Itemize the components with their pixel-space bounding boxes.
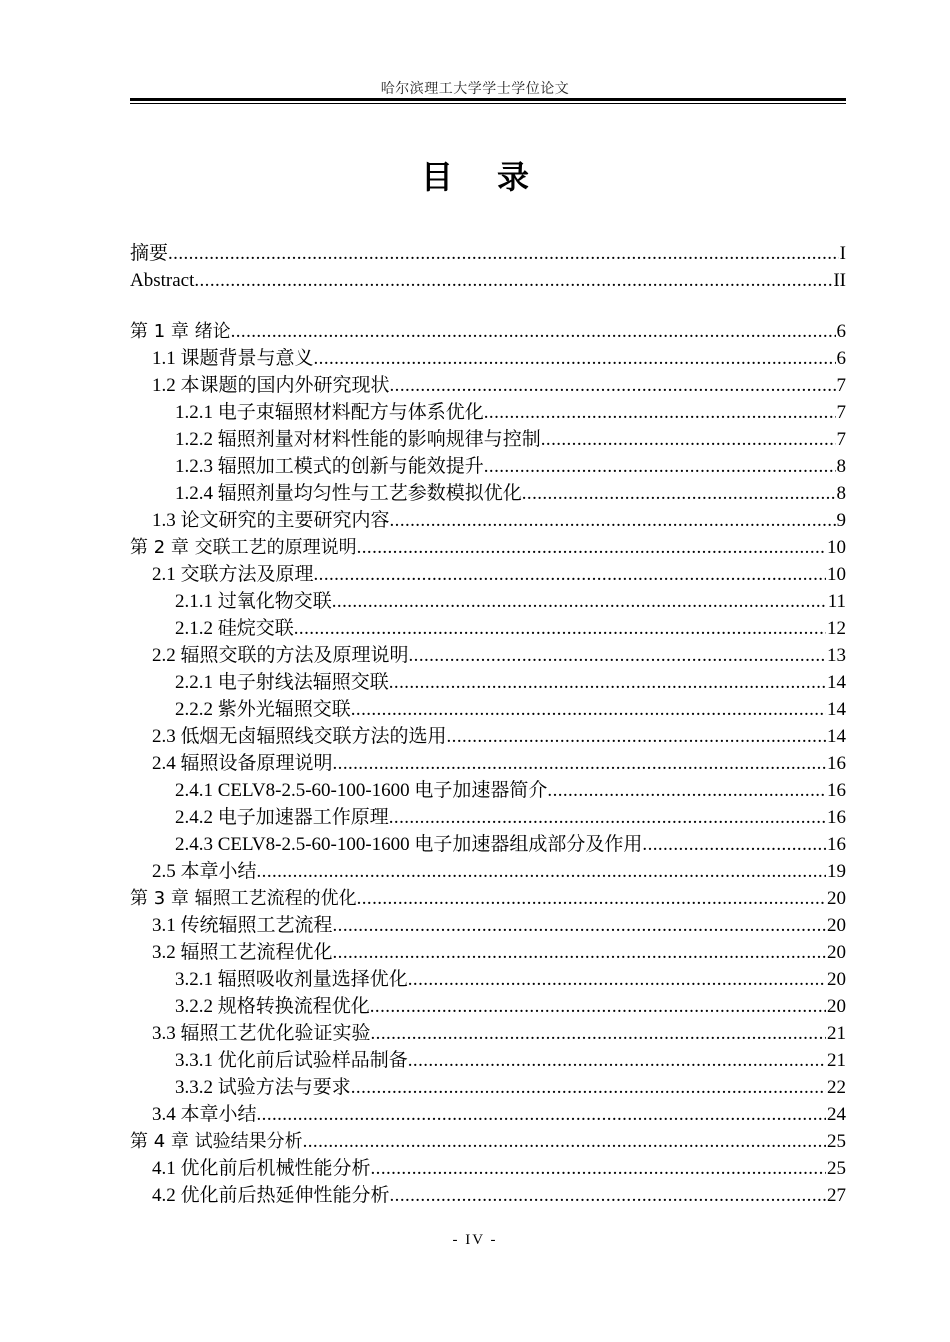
toc-subsection-entry <box>130 777 846 804</box>
toc-dot-leader <box>389 804 826 831</box>
toc-entry-page: 12 <box>827 618 846 639</box>
toc-dot-leader <box>168 240 839 267</box>
toc-dot-leader <box>541 426 836 453</box>
toc-entry-page: 16 <box>827 780 846 801</box>
toc-entry-page: 8 <box>836 456 846 477</box>
header-rule-thick <box>130 98 846 101</box>
toc-entry-page: 14 <box>827 699 846 720</box>
toc-entry-title: 3.4 本章小结 <box>152 1104 257 1125</box>
toc-subsection-entry <box>130 966 846 993</box>
toc-entry-page: 24 <box>827 1104 846 1125</box>
toc-chapter-entry <box>130 885 846 912</box>
toc-chapter-entry <box>130 318 846 345</box>
toc-entry-page: 14 <box>827 726 846 747</box>
toc-entry-title: 2.3 低烟无卤辐照线交联方法的选用 <box>152 726 447 747</box>
toc-entry-page: 21 <box>827 1050 846 1071</box>
page-title: 目录 <box>420 158 573 196</box>
toc-entry-page: 10 <box>827 564 846 585</box>
toc-entry-page: 14 <box>827 672 846 693</box>
toc-dot-leader <box>389 669 826 696</box>
toc-entry-title: 摘要 <box>130 243 169 264</box>
toc-entry-page: 20 <box>827 888 846 909</box>
toc-subsection-entry <box>130 993 846 1020</box>
toc-entry-page: 27 <box>827 1185 846 1206</box>
toc-entry-page: 20 <box>827 969 846 990</box>
toc-subsection-entry <box>130 1074 846 1101</box>
toc-dot-leader <box>370 993 826 1020</box>
toc-dot-leader <box>332 588 827 615</box>
toc-entry-page: 20 <box>827 915 846 936</box>
toc-dot-leader <box>371 1020 826 1047</box>
toc-entry-title: 3.3 辐照工艺优化验证实验 <box>152 1023 371 1044</box>
toc-section-entry <box>130 1182 846 1209</box>
toc-dot-leader <box>257 1101 826 1128</box>
toc-dot-leader <box>409 642 826 669</box>
toc-entry-page: 9 <box>836 510 846 531</box>
toc-entry-title: 1.1 课题背景与意义 <box>152 348 314 369</box>
toc-entry-title: 3.2.1 辐照吸收剂量选择优化 <box>175 969 408 990</box>
toc-entry-title: 第 2 章 交联工艺的原理说明 <box>130 537 357 558</box>
toc-entry-title: 第 3 章 辐照工艺流程的优化 <box>130 888 357 909</box>
toc-dot-leader <box>294 615 826 642</box>
toc-dot-leader <box>390 1182 826 1209</box>
header-rule-thin <box>130 103 846 104</box>
toc-dot-leader <box>351 1074 826 1101</box>
toc-entry-title: 2.4.3 CELV8-2.5-60-100-1600 电子加速器组成部分及作用 <box>175 834 643 855</box>
toc-spacer <box>130 294 846 318</box>
toc-dot-leader <box>357 885 826 912</box>
toc-entry-abstract-cn <box>130 240 846 267</box>
toc-entry-page: 19 <box>827 861 846 882</box>
toc-entry-page: 6 <box>836 348 846 369</box>
toc-dot-leader <box>314 561 826 588</box>
toc-entry-title: 2.2 辐照交联的方法及原理说明 <box>152 645 409 666</box>
toc-entry-page: 8 <box>836 483 846 504</box>
toc-section-entry <box>130 642 846 669</box>
toc-entry-title: 2.1.2 硅烷交联 <box>175 618 294 639</box>
toc-entry-title: 1.2.3 辐照加工模式的创新与能效提升 <box>175 456 484 477</box>
toc-entry-title: 2.2.2 紫外光辐照交联 <box>175 699 351 720</box>
toc-section-entry <box>130 1020 846 1047</box>
toc-entry-page: I <box>839 243 846 264</box>
toc-entry-page: 7 <box>836 402 846 423</box>
table-of-contents <box>130 240 846 1209</box>
toc-section-entry <box>130 939 846 966</box>
page-number: - IV - <box>452 1232 498 1248</box>
toc-entry-title: 2.5 本章小结 <box>152 861 257 882</box>
toc-entry-title: 2.4.2 电子加速器工作原理 <box>175 807 389 828</box>
toc-entry-page: 6 <box>836 321 846 342</box>
toc-subsection-entry <box>130 426 846 453</box>
toc-entry-page: II <box>833 270 846 291</box>
toc-dot-leader <box>333 750 826 777</box>
toc-entry-title: 2.1.1 过氧化物交联 <box>175 591 332 612</box>
toc-subsection-entry <box>130 831 846 858</box>
toc-dot-leader <box>642 831 826 858</box>
toc-subsection-entry <box>130 696 846 723</box>
toc-entry-page: 10 <box>827 537 846 558</box>
toc-entry-page: 11 <box>827 591 846 612</box>
toc-entry-page: 13 <box>827 645 846 666</box>
toc-chapter-entry <box>130 1128 846 1155</box>
toc-entry-title: 3.3.2 试验方法与要求 <box>175 1077 351 1098</box>
toc-section-entry <box>130 912 846 939</box>
toc-entry-title: 3.1 传统辐照工艺流程 <box>152 915 333 936</box>
toc-entry-title: 2.4.1 CELV8-2.5-60-100-1600 电子加速器简介 <box>175 780 548 801</box>
toc-dot-leader <box>408 1047 826 1074</box>
toc-dot-leader <box>484 453 836 480</box>
toc-entry-page: 7 <box>836 429 846 450</box>
toc-entry-page: 16 <box>827 807 846 828</box>
toc-entry-page: 16 <box>827 834 846 855</box>
toc-section-entry <box>130 1155 846 1182</box>
toc-dot-leader <box>484 399 836 426</box>
toc-entry-page: 21 <box>827 1023 846 1044</box>
toc-section-entry <box>130 1101 846 1128</box>
toc-entry-title: 1.2.1 电子束辐照材料配方与体系优化 <box>175 402 484 423</box>
toc-entry-abstract-en <box>130 267 846 294</box>
toc-dot-leader <box>333 912 826 939</box>
toc-entry-page: 22 <box>827 1077 846 1098</box>
toc-dot-leader <box>522 480 836 507</box>
toc-entry-title: 4.1 优化前后机械性能分析 <box>152 1158 371 1179</box>
toc-entry-page: 25 <box>827 1131 846 1152</box>
toc-section-entry <box>130 561 846 588</box>
toc-section-entry <box>130 723 846 750</box>
toc-entry-page: 7 <box>836 375 846 396</box>
toc-entry-title: 3.3.1 优化前后试验样品制备 <box>175 1050 408 1071</box>
toc-dot-leader <box>371 1155 826 1182</box>
toc-entry-title: 3.2 辐照工艺流程优化 <box>152 942 333 963</box>
toc-dot-leader <box>314 345 836 372</box>
toc-subsection-entry <box>130 453 846 480</box>
toc-entry-title: 2.4 辐照设备原理说明 <box>152 753 333 774</box>
toc-entry-title: 1.2 本课题的国内外研究现状 <box>152 375 390 396</box>
toc-section-entry <box>130 507 846 534</box>
toc-entry-page: 16 <box>827 753 846 774</box>
toc-subsection-entry <box>130 1047 846 1074</box>
toc-entry-title: 1.2.4 辐照剂量均匀性与工艺参数模拟优化 <box>175 483 522 504</box>
toc-entry-page: 20 <box>827 996 846 1017</box>
toc-dot-leader <box>390 507 836 534</box>
toc-dot-leader <box>351 696 826 723</box>
toc-dot-leader <box>447 723 826 750</box>
toc-subsection-entry <box>130 669 846 696</box>
toc-section-entry <box>130 750 846 777</box>
toc-entry-title: 第 4 章 试验结果分析 <box>130 1131 303 1152</box>
toc-chapter-entry <box>130 534 846 561</box>
toc-subsection-entry <box>130 480 846 507</box>
toc-entry-title: 4.2 优化前后热延伸性能分析 <box>152 1185 390 1206</box>
toc-entry-title: 2.1 交联方法及原理 <box>152 564 314 585</box>
toc-entry-title: 2.2.1 电子射线法辐照交联 <box>175 672 389 693</box>
toc-dot-leader <box>408 966 826 993</box>
toc-dot-leader <box>231 318 836 345</box>
toc-dot-leader <box>303 1128 826 1155</box>
toc-entry-page: 25 <box>827 1158 846 1179</box>
toc-dot-leader <box>390 372 836 399</box>
toc-dot-leader <box>357 534 826 561</box>
toc-section-entry <box>130 345 846 372</box>
running-header: 哈尔滨理工大学学士学位论文 <box>380 82 570 97</box>
toc-entry-title: 3.2.2 规格转换流程优化 <box>175 996 370 1017</box>
toc-entry-title: 1.3 论文研究的主要研究内容 <box>152 510 390 531</box>
toc-dot-leader <box>333 939 826 966</box>
toc-dot-leader <box>194 267 832 294</box>
toc-subsection-entry <box>130 804 846 831</box>
toc-entry-title: Abstract <box>130 270 195 291</box>
toc-entry-title: 第 1 章 绪论 <box>130 321 231 342</box>
toc-dot-leader <box>547 777 826 804</box>
toc-subsection-entry <box>130 399 846 426</box>
toc-subsection-entry <box>130 588 846 615</box>
toc-entry-page: 20 <box>827 942 846 963</box>
toc-subsection-entry <box>130 615 846 642</box>
toc-entry-title: 1.2.2 辐照剂量对材料性能的影响规律与控制 <box>175 429 541 450</box>
toc-section-entry <box>130 858 846 885</box>
toc-section-entry <box>130 372 846 399</box>
toc-dot-leader <box>257 858 826 885</box>
